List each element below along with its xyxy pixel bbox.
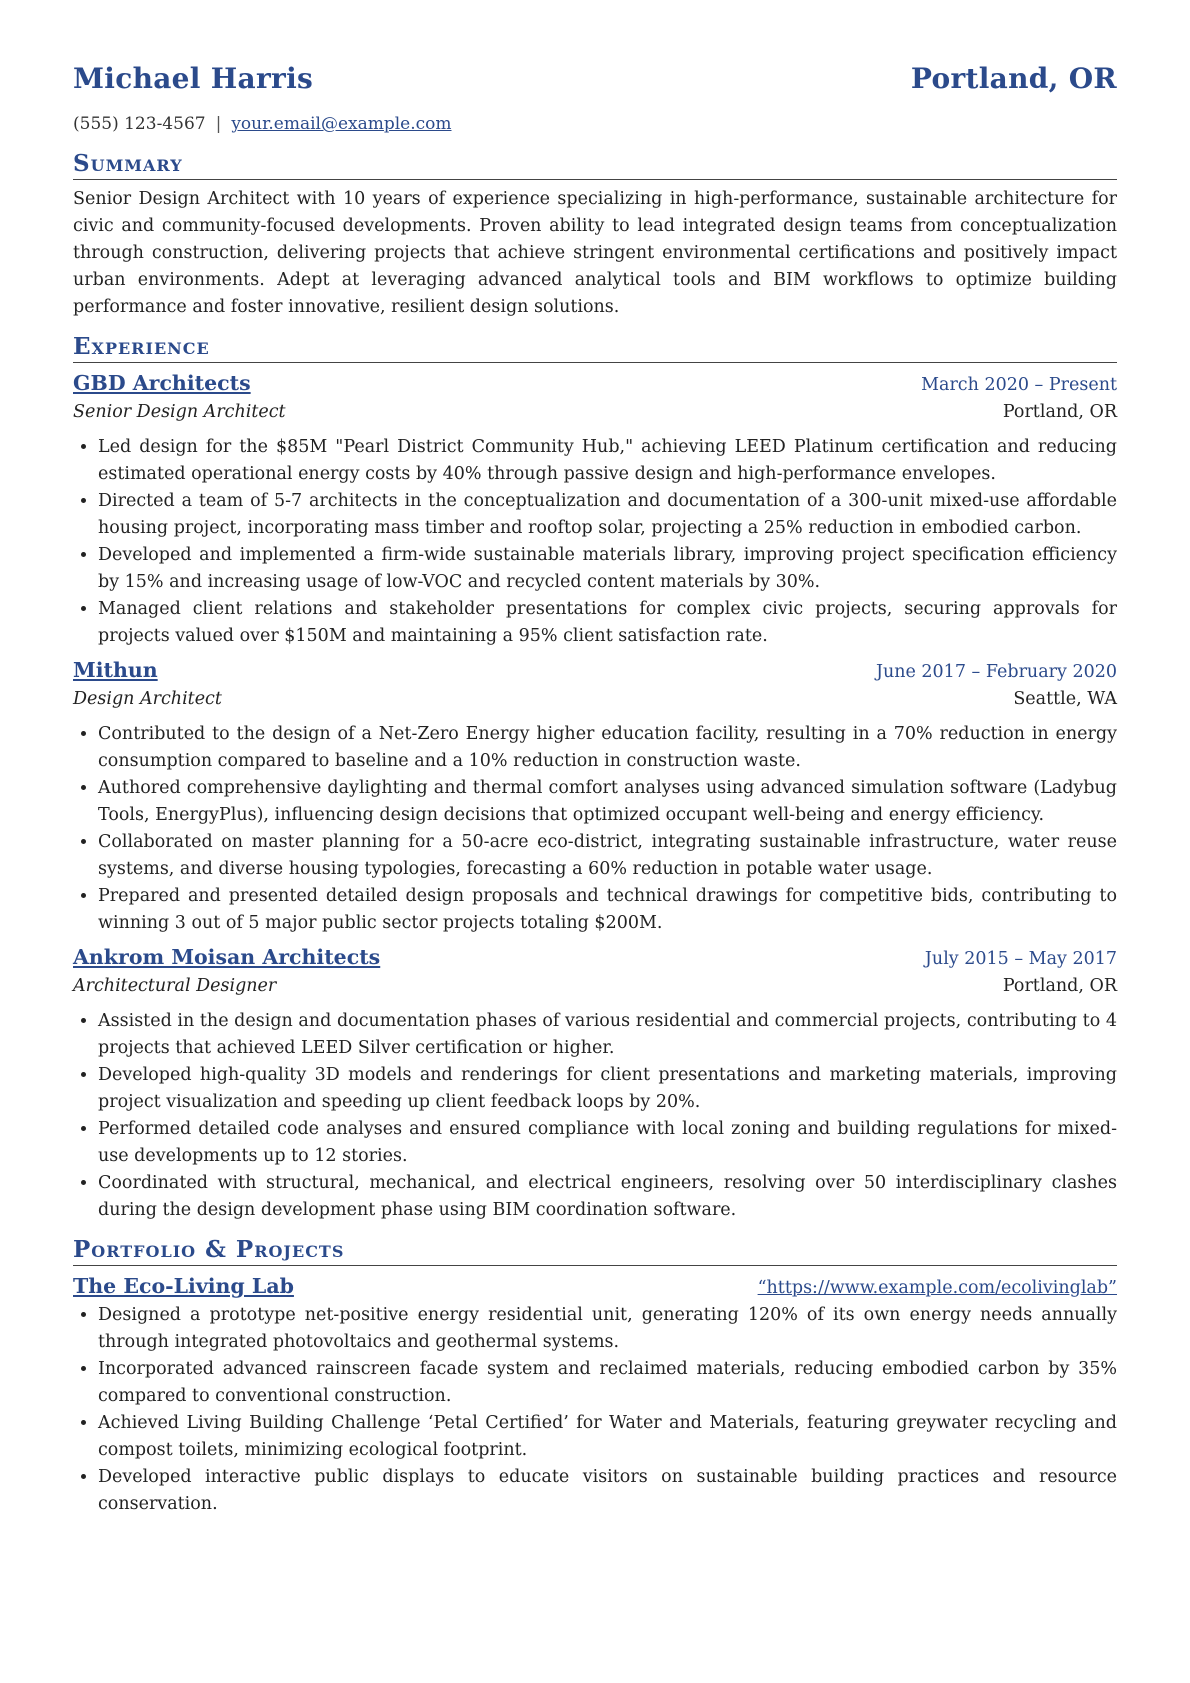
section-title-summary: Summary [73,150,1117,180]
resume-header [73,62,1117,104]
job-location: Portland, OR [1002,402,1117,422]
bullet-item: • Authored comprehensive daylighting and thermal comfort analyses using advanced simulation software (Ladybug Tools, EnergyPlus), influencing design decisions that optimized occupant well-being and energy efficiency. [98,775,1117,829]
summary-text: Senior Design Architect with 10 years of experience specializing in high-performance, sustainable architecture for civic and community-focused developments. Proven ability to lead integrated design teams from conceptualization through construction, delivering projects that achieve stringent environmental certifications and positively impact urban environments. Adept at leveraging advanced analytical tools and BIM workflows to optimize building performance and foster innovative, resilient design solutions. [73,189,1117,317]
phone-number: (555) 123-4567 [73,114,206,134]
project-bullets [73,1302,1117,1518]
bullet-item: • Developed and implemented a firm-wide sustainable materials library, improving project specification efficiency by 15% and increasing usage of low-VOC and recycled content materials by 30%. [98,542,1117,596]
candidate-city: Portland, OR [910,62,1117,95]
email-link[interactable]: your.email@example.com [231,114,452,134]
bullet-item: • Coordinated with structural, mechanical, and electrical engineers, resolving over 50 interdisciplinary clashes during the design development phase using BIM coordination software. [98,1170,1117,1224]
bullet-item: • Incorporated advanced rainscreen facade system and reclaimed materials, reducing embodied carbon by 35% compared to conventional construction. [98,1356,1117,1410]
bullet-item: • Prepared and presented detailed design proposals and technical drawings for competitive bids, contributing to winning 3 out of 5 major public sector projects totaling $200M. [98,883,1117,937]
job-dates: March 2020 – Present [921,375,1117,395]
job-role: Senior Design Architect [73,402,286,422]
project-entry [73,1272,1117,1518]
company-name[interactable]: GBD Architects [73,371,251,395]
bullet-item: • Led design for the $85M "Pearl District Community Hub," achieving LEED Platinum certification and reducing estimated operational energy costs by 40% through passive design and high-performance envelopes. [98,434,1117,488]
job-bullets [73,721,1117,937]
contact-line [73,114,1117,138]
company-name[interactable]: Mithun [73,658,158,682]
job-bullets [73,434,1117,650]
job-location: Portland, OR [1002,976,1117,996]
job-location: Seattle, WA [1013,689,1117,709]
project-name[interactable]: The Eco-Living Lab [73,1274,294,1298]
bullet-item: • Managed client relations and stakeholder presentations for complex civic projects, securing approvals for projects valued over $150M and maintaining a 95% client satisfaction rate. [98,596,1117,650]
job-dates: June 2017 – February 2020 [875,662,1117,682]
section-title-portfolio: Portfolio & Projects [73,1236,1117,1266]
job-bullets [73,1008,1117,1224]
bullet-item: • Developed interactive public displays to educate visitors on sustainable building practices and resource conservation. [98,1464,1117,1518]
company-name[interactable]: Ankrom Moisan Architects [73,945,381,969]
bullet-item: • Developed high-quality 3D models and renderings for client presentations and marketing materials, improving project visualization and speeding up client feedback loops by 20%. [98,1062,1117,1116]
bullet-item: • Performed detailed code analyses and ensured compliance with local zoning and building regulations for mixed-use developments up to 12 stories. [98,1116,1117,1170]
job-role: Architectural Designer [73,976,277,996]
bullet-item: • Collaborated on master planning for a 50-acre eco-district, integrating sustainable infrastructure, water reuse systems, and diverse housing typologies, forecasting a 60% reduction in potable water usage. [98,829,1117,883]
project-link[interactable]: “https://www.example.com/ecolivinglab” [757,1278,1117,1298]
job-entry [73,943,1117,1224]
bullet-item: • Designed a prototype net-positive energy residential unit, generating 120% of its own energy needs annually through integrated photovoltaics and geothermal systems. [98,1302,1117,1356]
contact-separator: | [215,114,222,134]
bullet-item: • Assisted in the design and documentation phases of various residential and commercial projects, contributing to 4 projects that achieved LEED Silver certification or higher. [98,1008,1117,1062]
section-title-experience: Experience [73,333,1117,363]
job-role: Design Architect [73,689,222,709]
candidate-name: Michael Harris [73,62,314,95]
job-entry [73,656,1117,937]
job-entry [73,369,1117,650]
bullet-item: • Achieved Living Building Challenge ‘Petal Certified’ for Water and Materials, featuring greywater recycling and compost toilets, minimizing ecological footprint. [98,1410,1117,1464]
bullet-item: • Directed a team of 5-7 architects in the conceptualization and documentation of a 300-unit mixed-use affordable housing project, incorporating mass timber and rooftop solar, projecting a 25% reduction in embodied carbon. [98,488,1117,542]
bullet-item: • Contributed to the design of a Net-Zero Energy higher education facility, resulting in a 70% reduction in energy consumption compared to baseline and a 10% reduction in construction waste. [98,721,1117,775]
job-dates: July 2015 – May 2017 [924,949,1117,969]
